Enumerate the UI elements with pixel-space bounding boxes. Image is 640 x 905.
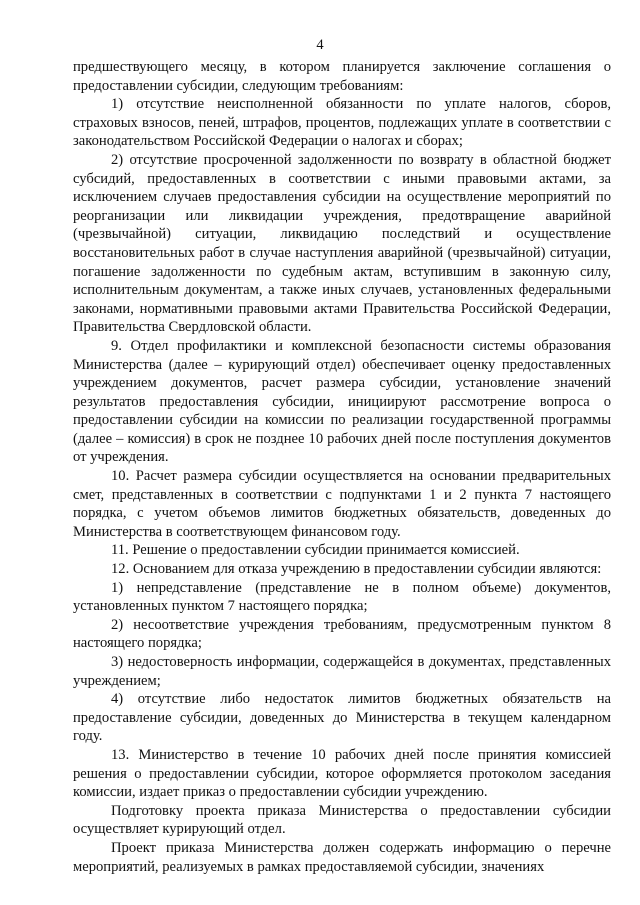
paragraph-clause-12: 12. Основанием для отказа учреждению в предоставлении субсидии являются: (111, 561, 602, 578)
paragraph-requirements-continuation: предшествующего месяцу, в котором планируется заключение соглашения о предоставлении субсидии, следующим требованиям: (73, 59, 611, 94)
page-number: 4 (316, 37, 324, 53)
paragraph-refusal-3: 3) недостоверность информации, содержащейся в документах, представленных учреждением; (73, 654, 611, 689)
paragraph-refusal-1: 1) непредставление (представление не в полном объеме) документов, установленных пунктом 7 настоящего порядка; (73, 579, 611, 615)
paragraph-clause-11: 11. Решение о предоставлении субсидии принимается комиссией. (111, 542, 520, 559)
paragraph-clause-9: 9. Отдел профилактики и комплексной безопасности системы образования Министерства (далее – курирующий отдел) обеспечивает оценку предоставленных учреждением документов, расчет размера субсидии, установление значений результатов предоставления субсидии, инициируют рассмотрение вопроса о предоставлении субсидии на комиссии по реализации государственной программы (далее – комиссия) в срок не позднее 10 рабочих дней после поступления документов от учреждения. (73, 337, 611, 466)
paragraph-refusal-2: 2) несоответствие учреждения требованиям, предусмотренным пунктом 8 настоящего порядка; (73, 616, 611, 652)
paragraph-requirement-2: 2) отсутствие просроченной задолженности по возврату в областной бюджет субсидий, предоставленных в соответствии с иными правовыми актами, за исключением случаев предоставления субсидии на осуществление мероприятий по реорганизации или ликвидации учреждения, предотвращение аварийной (чрезвычайной) ситуации, ликвидацию последствий и осуществление восстановительных работ в случае наступления аварийной (чрезвычайной) ситуации, погашение задолженности по судебным актам, вступившим в законную силу, исполнительным документам, а также иных случаев, установленных федеральными законами, нормативными правовыми актами Правительства Российской Федерации, Правительства Свердловской области. (73, 151, 611, 336)
paragraph-order-contents: Проект приказа Министерства должен содержать информацию о перечне мероприятий, реализуемых в рамках предоставляемой субсидии, значениях (73, 839, 611, 875)
paragraph-clause-13: 13. Министерство в течение 10 рабочих дней после принятия комиссией решения о предоставлении субсидии, которое оформляется протоколом заседания комиссии, издает приказ о предоставлении субсидии учреждению. (73, 746, 611, 801)
paragraph-order-preparation: Подготовку проекта приказа Министерства о предоставлении субсидии осуществляет курирующий отдел. (73, 802, 611, 838)
paragraph-clause-10: 10. Расчет размера субсидии осуществляется на основании предварительных смет, представленных в соответствии с подпунктами 1 и 2 пункта 7 настоящего порядка, с учетом объемов лимитов бюджетных обязательств, доведенных до Министерства в соответствующем финансовом году. (73, 468, 611, 540)
paragraph-requirement-1: 1) отсутствие неисполненной обязанности по уплате налогов, сборов, страховых взносов, пеней, штрафов, процентов, подлежащих уплате в соответствии с законодательством Российской Федерации о налогах и сборах; (73, 96, 611, 150)
paragraph-refusal-4: 4) отсутствие либо недостаток лимитов бюджетных обязательств на предоставление субсидии, доведенных до Министерства в текущем календарном году. (73, 691, 611, 745)
document-body (73, 58, 611, 876)
